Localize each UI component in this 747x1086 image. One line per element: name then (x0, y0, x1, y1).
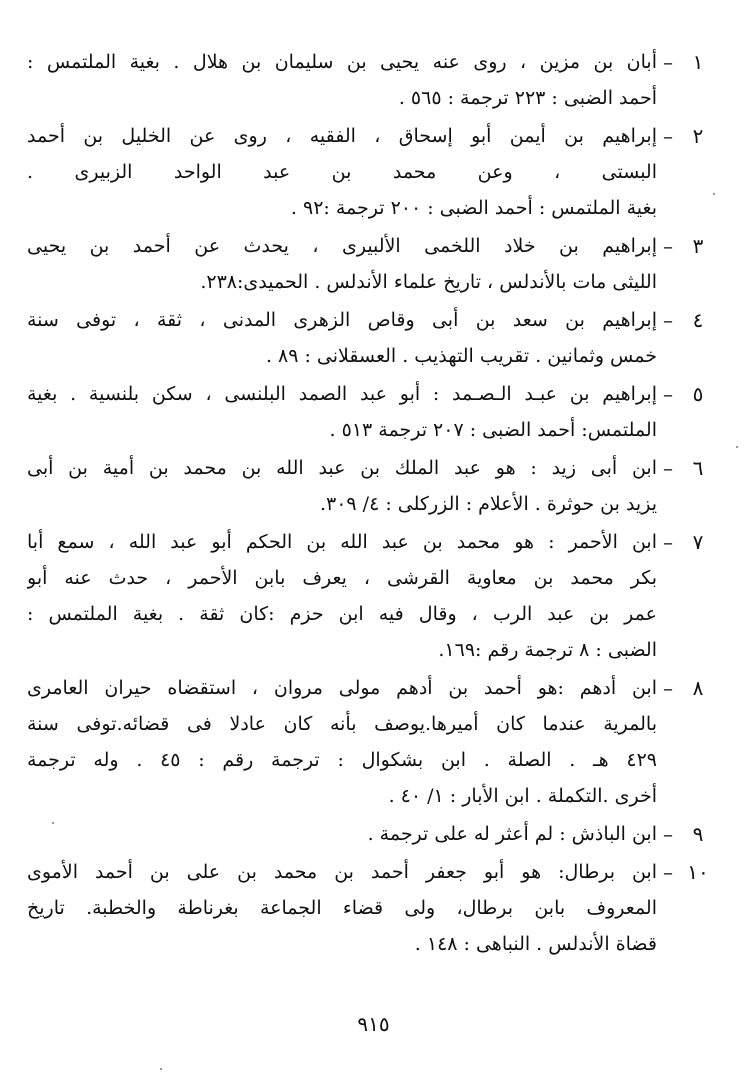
biography-list (27, 44, 717, 964)
entry-line: الليثى مات بالأندلس ، تاريخ علماء الأندلس . الحميدى:٢٣٨. (200, 271, 657, 293)
entry-text (27, 816, 657, 852)
entry-text (27, 376, 657, 448)
entry-text (27, 118, 657, 226)
entry-text (27, 302, 657, 374)
entry-dash: – (663, 382, 673, 406)
scan-speck (713, 193, 715, 195)
entry-line: ابن أدهم :هو أحمد بن أدهم مولى مروان ، استقضاه حيران العامرى (27, 677, 657, 699)
entry-dash: – (663, 124, 673, 148)
entry-dash: – (663, 308, 673, 332)
entry-line: ابن الباذش : لم أعثر له على ترجمة . (367, 823, 657, 845)
entry-text (27, 854, 657, 962)
entry-line: أبان بن مزين ، روى عنه يحيى بن سليمان بن هلال . بغية الملتمس : (27, 51, 657, 73)
entry-line: خمس وثمانين . تقريب التهذيب . العسقلانى : ٨٩ . (265, 345, 657, 367)
entry-number: ١ (692, 50, 704, 74)
entry-text (27, 670, 657, 814)
entry-number: ٣ (692, 234, 704, 258)
entry-dash: – (663, 822, 673, 846)
entry-10 (27, 854, 717, 962)
page-number: ٩١٥ (357, 1012, 390, 1036)
entry-line: أحمد الضبى : ٢٢٣ ترجمة : ٥٦٥ . (398, 87, 657, 109)
entry-dash: – (663, 530, 673, 554)
entry-line: أخرى .التكملة . ابن الأبار : ١/ ٤٠ . (388, 785, 657, 807)
entry-line: بغية الملتمس : أحمد الضبى : ٢٠٠ ترجمة :٩٢ . (290, 197, 657, 219)
entry-text (27, 524, 657, 668)
entry-line: بكر محمد بن معاوية القرشى ، يعرف بابن الأحمر ، حدث عنه أبو (27, 567, 657, 589)
entry-line: ابن الأحمر : هو محمد بن عبد الله بن الحكم أبو عبد الله ، سمع أبا (27, 531, 657, 553)
entry-dash: – (663, 50, 673, 74)
entry-number: ٦ (692, 456, 704, 480)
entry-dash: – (663, 234, 673, 258)
entry-number: ٩ (692, 822, 704, 846)
entry-line: قضاة الأندلس . النباهى : ١٤٨ . (414, 933, 657, 955)
entry-4 (27, 302, 717, 374)
entry-text (27, 228, 657, 300)
entry-text (27, 44, 657, 116)
entry-line: إبراهيم بن عبـد الـصـمد : أبو عبد الصمد البلنسى ، سكن بلنسية . بغية (27, 383, 657, 405)
entry-8 (27, 670, 717, 814)
entry-line: البستى ، وعن محمد بن عبد الواحد الزبيرى . (27, 161, 657, 183)
entry-line: ابن برطال: هو أبو جعفر أحمد بن محمد بن على بن أحمد الأموى (27, 861, 657, 883)
entry-number: ١٠ (687, 860, 709, 884)
scan-speck (736, 446, 738, 448)
entry-number: ٧ (692, 530, 704, 554)
entry-line: الملتمس: أحمد الضبى : ٢٠٧ ترجمة ٥١٣ . (329, 419, 657, 441)
entry-number: ٥ (692, 382, 704, 406)
entry-3 (27, 228, 717, 300)
scan-speck (52, 822, 54, 824)
entry-line: الضبى : ٨ ترجمة رقم :١٦٩. (438, 639, 657, 661)
entry-line: بالمرية عندما كان أميرها.يوصف بأنه كان عادلا فى قضائه.توفى سنة (27, 713, 657, 735)
entry-dash: – (663, 860, 673, 884)
entry-number: ٤ (692, 308, 704, 332)
entry-number: ٢ (692, 124, 704, 148)
entry-line: إبراهيم بن خلاد اللخمى الألبيرى ، يحدث عن أحمد بن يحيى (27, 235, 657, 257)
entry-line: إبراهيم بن أيمن أبو إسحاق ، الفقيه ، روى عن الخليل بن أحمد (27, 125, 657, 147)
entry-number: ٨ (692, 676, 704, 700)
entry-line: يزيد بن حوثرة . الأعلام : الزركلى : ٤/ ٣٠٩. (319, 493, 657, 515)
entry-9 (27, 816, 717, 852)
entry-line: المعروف بابن برطال، ولى قضاء الجماعة بغرناطة والخطبة. تاريخ (27, 897, 657, 919)
entry-1 (27, 44, 717, 116)
entry-dash: – (663, 456, 673, 480)
entry-dash: – (663, 676, 673, 700)
entry-5 (27, 376, 717, 448)
entry-line: إبراهيم بن سعد بن أبى وقاص الزهرى المدنى ، ثقة ، توفى سنة (27, 309, 657, 331)
entry-6 (27, 450, 717, 522)
scan-speck (160, 1068, 162, 1070)
entry-2 (27, 118, 717, 226)
entry-text (27, 450, 657, 522)
entry-line: ٤٢٩ هـ . الصلة . ابن بشكوال : ترجمة رقم : ٤٥ . وله ترجمة (27, 749, 657, 771)
entry-line: ابن أبى زيد : هو عبد الملك بن عبد الله بن محمد بن أمية بن أبى (27, 457, 657, 479)
entry-7 (27, 524, 717, 668)
entry-line: عمر بن عبد الرب ، وقال فيه ابن حزم :كان ثقة . بغية الملتمس : (27, 603, 657, 625)
